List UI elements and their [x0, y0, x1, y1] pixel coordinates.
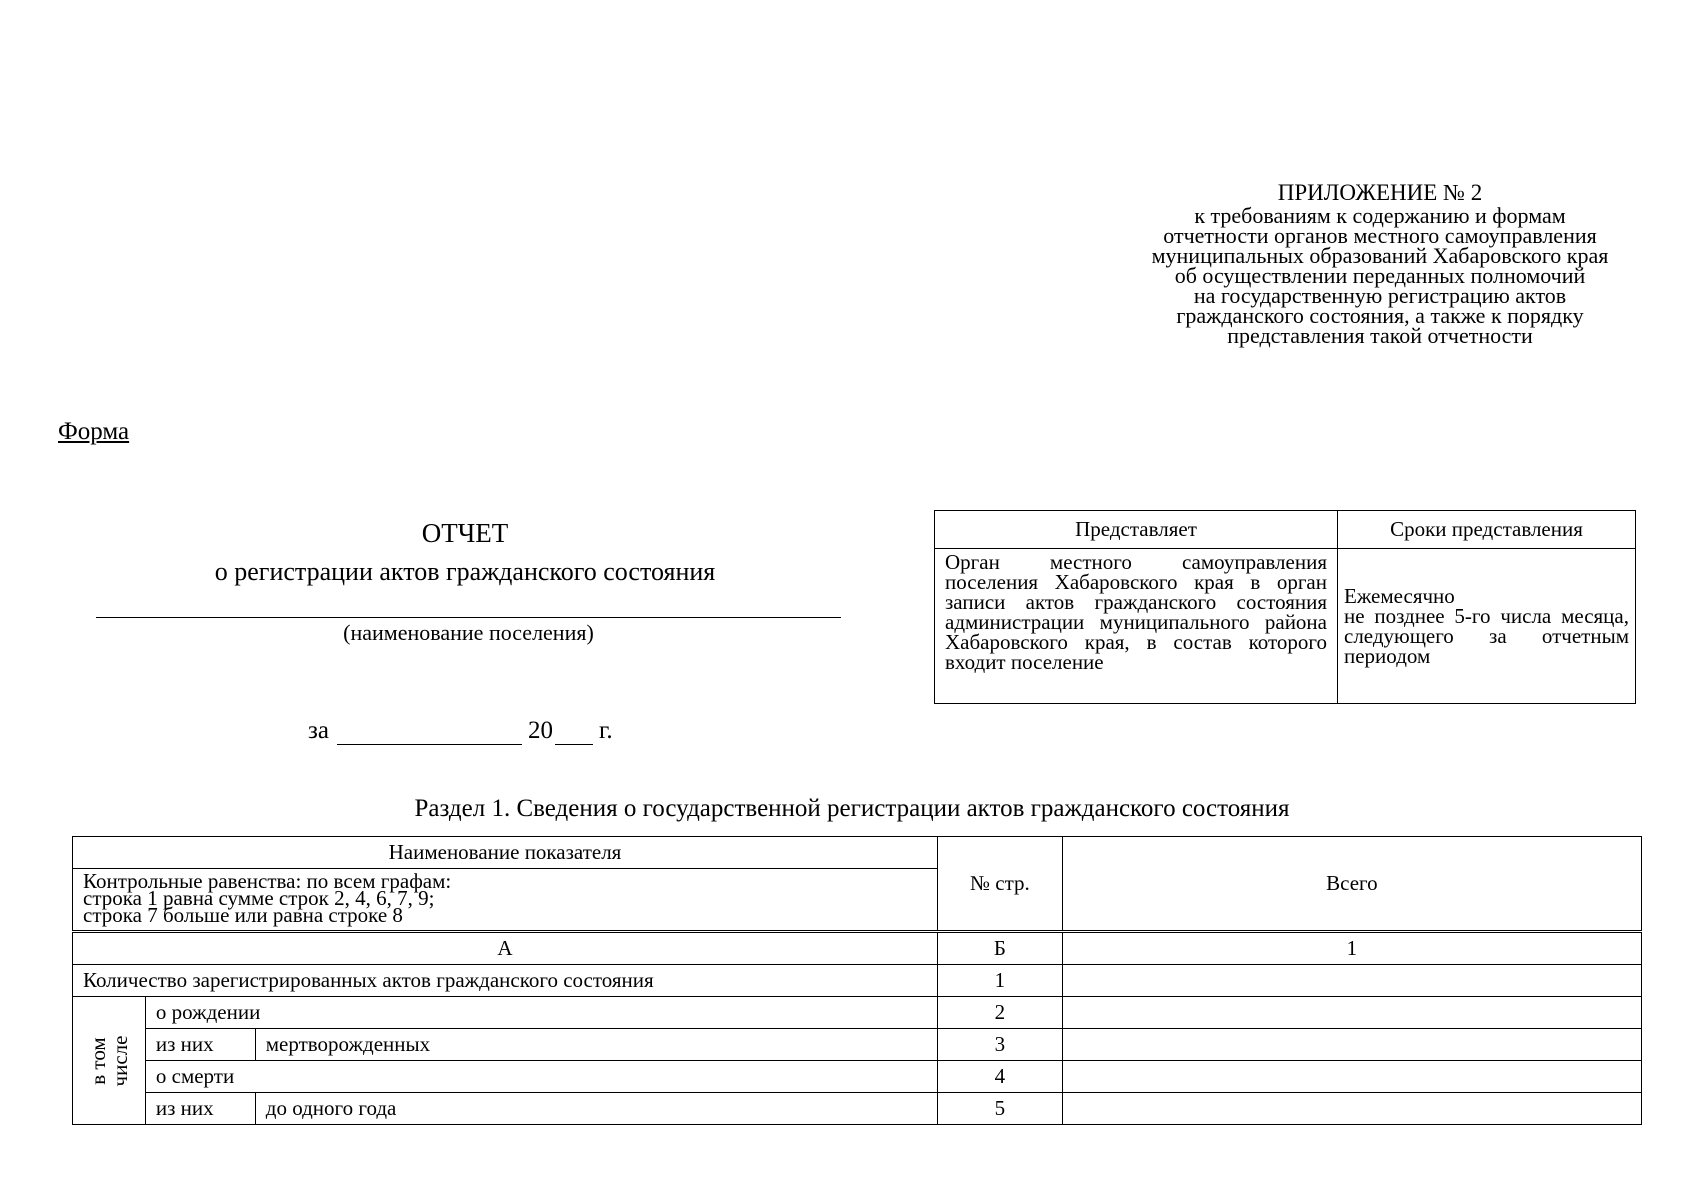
- deadline-line: Ежемесячно: [1344, 584, 1455, 608]
- appendix-line: муниципальных образований Хабаровского края: [1151, 243, 1609, 268]
- presenter-header: Представляет: [935, 511, 1338, 549]
- appendix-line: на государственную регистрацию актов: [1193, 283, 1567, 308]
- appendix-title: ПРИЛОЖЕНИЕ № 2: [1277, 180, 1483, 205]
- row-number: 1: [937, 965, 1062, 997]
- appendix-block: [1110, 180, 1650, 346]
- row-label: о смерти: [145, 1061, 937, 1093]
- value-cell[interactable]: [1062, 1029, 1641, 1061]
- submission-table: [934, 510, 1636, 704]
- period-suffix: г.: [598, 717, 613, 744]
- col-code-1: 1: [1062, 933, 1641, 965]
- report-subtitle: о регистрации актов гражданского состояния: [214, 557, 716, 586]
- value-cell[interactable]: [1062, 1093, 1641, 1125]
- settlement-name-caption: (наименование поселения): [343, 620, 594, 645]
- deadline-header: Сроки представления: [1338, 511, 1636, 549]
- value-cell[interactable]: [1062, 1061, 1641, 1093]
- appendix-line: гражданского состояния, а также к порядку: [1176, 303, 1584, 328]
- row-label: до одного года: [255, 1093, 937, 1125]
- presenter-text: Орган местного самоуправления поселения Хабаровского края в орган записи актов гражданского состояния администрации муниципального района Хабаровского края, в состав которого входит поселение: [935, 549, 1338, 704]
- settlement-name-field[interactable]: [96, 617, 841, 618]
- appendix-line: к требованиям к содержанию и формам: [1194, 203, 1566, 228]
- form-label: Форма: [58, 418, 130, 445]
- including-word: в том: [85, 1036, 110, 1085]
- appendix-line: представления такой отчетности: [1227, 323, 1533, 348]
- control-line: Контрольные равенства: по всем графам:: [83, 869, 452, 893]
- appendix-line: отчетности органов местного самоуправления: [1163, 223, 1597, 248]
- header-indicator: Наименование показателя: [73, 837, 938, 869]
- row-number: 4: [937, 1061, 1062, 1093]
- header-row-no: № стр.: [937, 837, 1062, 931]
- including-label: [73, 997, 146, 1125]
- row-sublabel: из них: [145, 1029, 255, 1061]
- appendix-line: об осуществлении переданных полномочий: [1174, 263, 1586, 288]
- including-word: числе: [107, 1035, 132, 1086]
- table-row: [73, 1093, 1642, 1125]
- report-title: ОТЧЕТ: [421, 518, 509, 548]
- value-cell[interactable]: [1062, 965, 1641, 997]
- table-row: [73, 1061, 1642, 1093]
- row-label: о рождении: [145, 997, 937, 1029]
- header-total: Всего: [1062, 837, 1641, 931]
- row-sublabel: из них: [145, 1093, 255, 1125]
- control-line: строка 7 больше или равна строке 8: [83, 903, 403, 927]
- control-equalities: [73, 869, 938, 931]
- period-year-field[interactable]: [555, 720, 593, 745]
- table-row: [73, 1029, 1642, 1061]
- period-year-prefix: 20: [527, 717, 553, 744]
- row-label: Количество зарегистрированных актов гражданского состояния: [73, 965, 938, 997]
- period-prefix: за: [308, 717, 329, 744]
- row-number: 5: [937, 1093, 1062, 1125]
- row-number: 2: [937, 997, 1062, 1029]
- deadline-text: [1338, 549, 1636, 704]
- col-code-a: А: [73, 933, 938, 965]
- section-title: Раздел 1. Сведения о государственной регистрации актов гражданского состояния: [414, 795, 1290, 822]
- col-code-b: Б: [937, 933, 1062, 965]
- registration-table: [72, 836, 1642, 1125]
- deadline-line: не позднее 5-го числа месяца, следующего за отчетным периодом: [1344, 604, 1629, 668]
- table-row: [73, 997, 1642, 1029]
- table-row: [73, 965, 1642, 997]
- period-month-field[interactable]: [337, 720, 522, 745]
- report-period: [308, 717, 613, 745]
- row-label: мертворожденных: [255, 1029, 937, 1061]
- value-cell[interactable]: [1062, 997, 1641, 1029]
- control-line: строка 1 равна сумме строк 2, 4, 6, 7, 9;: [83, 886, 435, 910]
- row-number: 3: [937, 1029, 1062, 1061]
